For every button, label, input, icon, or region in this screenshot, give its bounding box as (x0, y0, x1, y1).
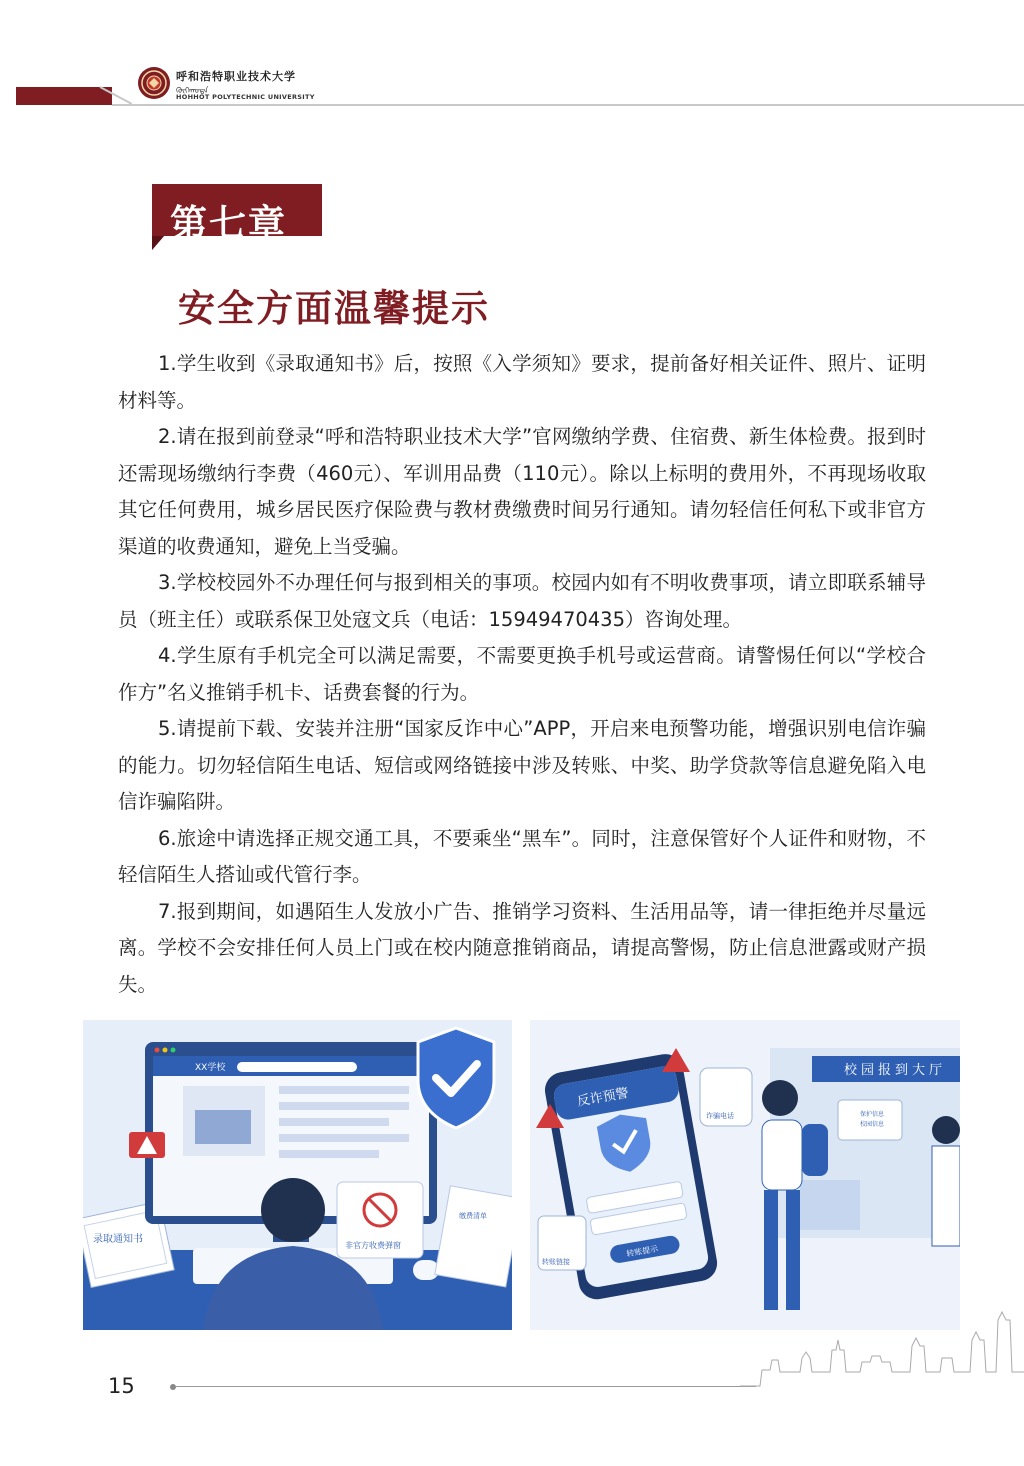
footer-dot (170, 1384, 176, 1390)
chapter-title: 安全方面温馨提示 (178, 286, 490, 330)
paragraph-3: 3.学校校园外不办理任何与报到相关的事项。校园内如有不明收费事项，请立即联系辅导员（班主任）或联系保卫处寇文兵（电话：15949470435）咨询处理。 (118, 571, 926, 631)
paragraph-4: 4.学生原有手机完全可以满足需要，不需要更换手机号或运营商。请警惕任何以“学校合作方”名义推销手机卡、话费套餐的行为。 (118, 644, 926, 704)
chapter-label: 第七章 (170, 201, 287, 245)
paragraph-7: 7.报到期间，如遇陌生人发放小广告、推销学习资料、生活用品等，请一律拒绝并尽量远离。学校不会安排任何人员上门或在校内随意推销商品，请提高警惕，防止信息泄露或财产损失。 (118, 899, 926, 996)
university-name-mn: ᠬᠥᠬᠡᠬᠣᠲᠠ (176, 86, 209, 95)
site-name: XX学校 (195, 1063, 226, 1073)
skyline-icon (740, 1300, 1024, 1392)
header-red-bar (16, 87, 112, 105)
paragraph-6: 6.旅途中请选择正规交通工具，不要乘坐“黑车”。同时，注意保管好个人证件和财物，不轻信陌生人搭讪或代管行李。 (118, 826, 926, 886)
computer-scene-icon (83, 1020, 512, 1330)
phone-button-label: 转账提示 (625, 1244, 659, 1259)
link-label: 转账链接 (542, 1258, 570, 1266)
university-logo-icon (137, 66, 171, 100)
info-board: 保护信息 (860, 1111, 885, 1118)
form-title: 缴费清单 (459, 1212, 487, 1220)
warning-card-label: 非官方收费弹窗 (345, 1241, 401, 1250)
call-label: 诈骗电话 (706, 1112, 734, 1120)
paragraph-2: 2.请在报到前登录“呼和浩特职业技术大学”官网缴纳学费、住宿费、新生体检费。报到时还需现场缴纳行李费（460元）、军训用品费（110元）。除以上标明的费用外，不再现场收取其它任何费用，城乡居民医疗保险费与教材费缴费时间另行通知。请勿轻信任何私下或非官方渠道的收费通知，避免上当受骗。 (118, 425, 926, 558)
illustration-anti-fraud (530, 1020, 960, 1330)
notice-label: 录取通知书 (93, 1234, 143, 1245)
body-text (118, 346, 926, 1003)
app-title: 反诈预警 (575, 1085, 630, 1110)
paragraph-1: 1.学生收到《录取通知书》后，按照《入学须知》要求，提前备好相关证件、照片、证明材料等。 (118, 352, 926, 412)
footer-rule (176, 1386, 756, 1387)
header-rule (112, 104, 1024, 106)
info-board-2: 校园信息 (860, 1121, 885, 1128)
phone-scene-icon (530, 1020, 960, 1330)
hall-sign: 校园报到大厅 (844, 1063, 947, 1078)
university-name-cn: 呼和浩特职业技术大学 (176, 70, 296, 83)
illustration-official-payment (83, 1020, 512, 1330)
page-number: 15 (108, 1374, 135, 1398)
university-name-en: HOHHOT POLYTECHNIC UNIVERSITY (176, 93, 315, 101)
paragraph-5: 5.请提前下载、安装并注册“国家反诈中心”APP，开启来电预警功能，增强识别电信诈骗的能力。切勿轻信陌生电话、短信或网络链接中涉及转账、中奖、助学贷款等信息避免陷入电信诈骗陷阱。 (118, 717, 926, 813)
